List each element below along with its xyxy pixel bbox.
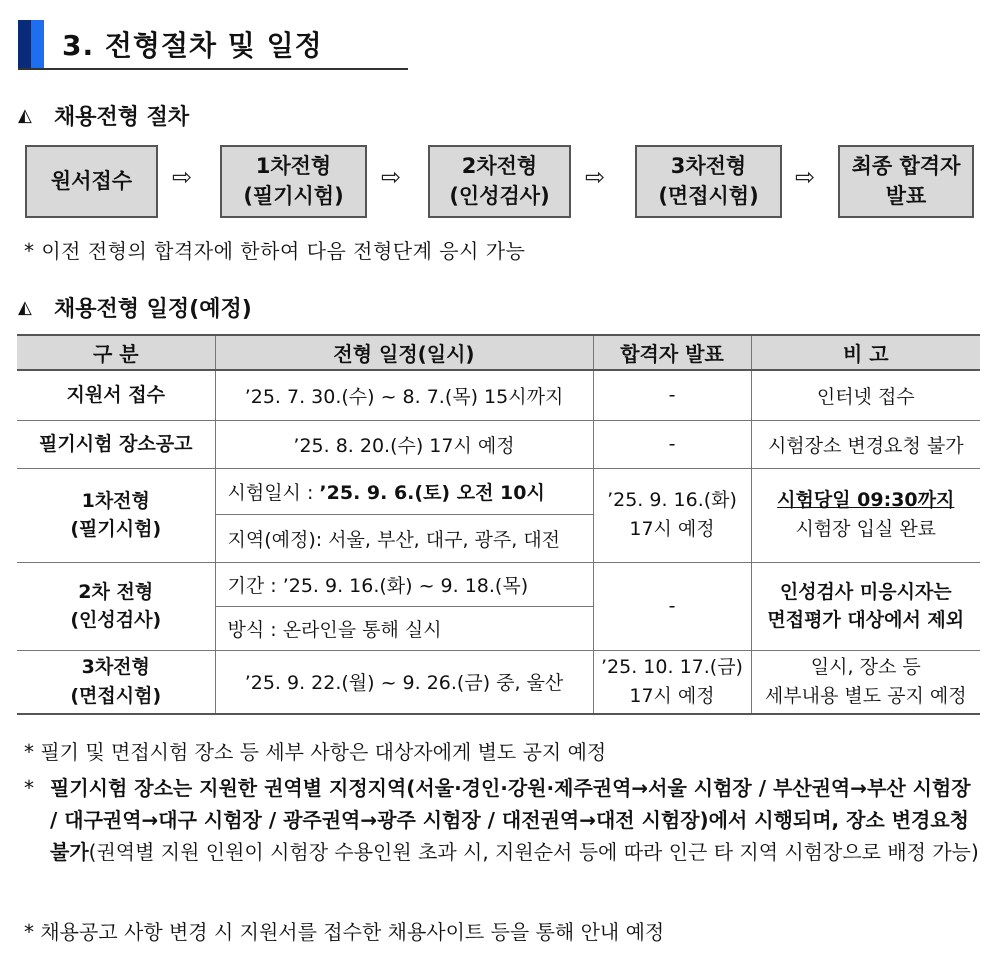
schedule-heading-text: 채용전형 일정(예정) bbox=[54, 297, 252, 322]
step-third-round: 3차전형 (면접시험) bbox=[635, 145, 782, 218]
row-schedule-period: 기간 : ’25. 9. 16.(화) ~ 9. 18.(목) bbox=[215, 562, 593, 606]
arrow-icon: ⇨ bbox=[795, 163, 816, 191]
note-change-notice: * 채용공고 사항 변경 시 지원서를 접수한 채용사이트 등을 통해 안내 예정 bbox=[24, 920, 665, 944]
table-row bbox=[17, 468, 980, 514]
step-second-round: 2차전형 (인성검사) bbox=[428, 145, 571, 218]
row-schedule-region: 지역(예정): 서울, 부산, 대구, 광주, 대전 bbox=[215, 514, 593, 562]
step-application: 원서접수 bbox=[25, 145, 158, 218]
header-result: 합격자 발표 bbox=[593, 335, 751, 370]
arrow-icon: ⇨ bbox=[585, 163, 606, 191]
arrow-icon: ⇨ bbox=[381, 163, 402, 191]
table-header-row bbox=[17, 335, 980, 370]
section-header bbox=[18, 20, 408, 70]
schedule-table bbox=[17, 334, 980, 715]
procedure-heading-text: 채용전형 절차 bbox=[54, 105, 190, 130]
row-result: ’25. 9. 16.(화) 17시 예정 bbox=[593, 468, 751, 562]
row-remark: 인성검사 미응시자는 면접평가 대상에서 제외 bbox=[751, 562, 980, 650]
arrow-icon: ⇨ bbox=[172, 163, 193, 191]
row-remark: 시험당일 09:30까지 시험장 입실 완료 bbox=[751, 468, 980, 562]
section-bar-light bbox=[31, 20, 44, 68]
note-venue-region: * 필기시험 장소는 지원한 권역별 지정지역(서울·경인·강원·제주권역→서울 시험장 / 부산권역→부산 시험장 / 대구권역→대구 시험장 / 광주권역→광주 시험장 / 대전권역→대전 시험장)에서 시행되며, 장소 변경요청 불가(권역별 지원 인원이 시험장 수용인원 초과 시, 지원순서 등에 따라 인근 타 지역 시험장으로 배정 가능) bbox=[24, 776, 979, 864]
row-category: 3차전형 (면접시험) bbox=[17, 650, 215, 714]
row-schedule: ’25. 9. 22.(월) ~ 9. 26.(금) 중, 울산 bbox=[215, 650, 593, 714]
header-remark: 비 고 bbox=[751, 335, 980, 370]
step-final-announcement: 최종 합격자 발표 bbox=[838, 145, 974, 218]
note-venue-notice: * 필기 및 면접시험 장소 등 세부 사항은 대상자에게 별도 공지 예정 bbox=[24, 740, 607, 764]
schedule-heading bbox=[18, 292, 252, 323]
row-schedule-datetime: 시험일시 : ’25. 9. 6.(토) 오전 10시 bbox=[215, 468, 593, 514]
row-result: - bbox=[593, 420, 751, 468]
section-bar-dark bbox=[18, 20, 31, 68]
table-row bbox=[17, 370, 980, 420]
row-category: 지원서 접수 bbox=[17, 370, 215, 420]
step-first-round: 1차전형 (필기시험) bbox=[220, 145, 367, 218]
table-row bbox=[17, 420, 980, 468]
procedure-heading bbox=[18, 100, 189, 131]
row-schedule: ’25. 7. 30.(수) ~ 8. 7.(목) 15시까지 bbox=[215, 370, 593, 420]
header-schedule: 전형 일정(일시) bbox=[215, 335, 593, 370]
row-result: - bbox=[593, 370, 751, 420]
row-category: 필기시험 장소공고 bbox=[17, 420, 215, 468]
row-result: - bbox=[593, 562, 751, 650]
row-remark: 인터넷 접수 bbox=[751, 370, 980, 420]
table-row bbox=[17, 650, 980, 714]
row-schedule: ’25. 8. 20.(수) 17시 예정 bbox=[215, 420, 593, 468]
triangle-icon: ◭ bbox=[18, 105, 32, 126]
table-row bbox=[17, 562, 980, 606]
row-remark: 시험장소 변경요청 불가 bbox=[751, 420, 980, 468]
row-remark: 일시, 장소 등 세부내용 별도 공지 예정 bbox=[751, 650, 980, 714]
row-category: 1차전형 (필기시험) bbox=[17, 468, 215, 562]
section-title: 3. 전형절차 및 일정 bbox=[62, 29, 323, 62]
triangle-icon: ◭ bbox=[18, 297, 32, 318]
header-category: 구 분 bbox=[17, 335, 215, 370]
procedure-note: * 이전 전형의 합격자에 한하여 다음 전형단계 응시 가능 bbox=[24, 239, 526, 263]
row-result: ’25. 10. 17.(금) 17시 예정 bbox=[593, 650, 751, 714]
row-schedule-method: 방식 : 온라인을 통해 실시 bbox=[215, 606, 593, 650]
row-category: 2차 전형 (인성검사) bbox=[17, 562, 215, 650]
